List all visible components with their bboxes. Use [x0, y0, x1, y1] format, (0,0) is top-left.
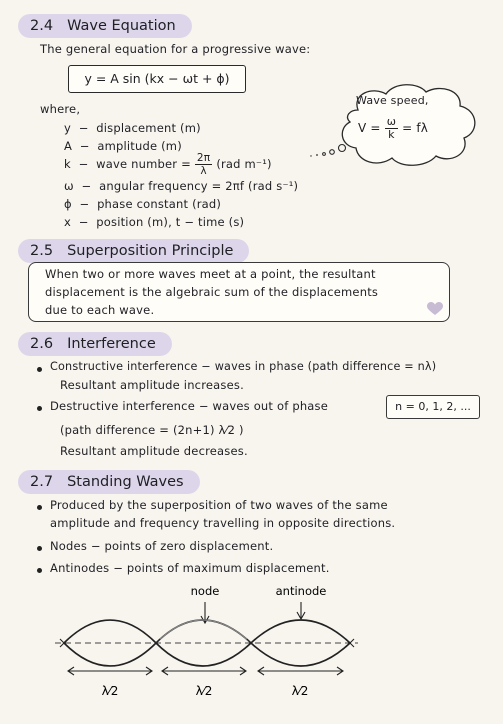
destructive-result: Resultant amplitude decreases.: [60, 444, 248, 458]
nodes-text: Nodes − points of zero displacement.: [50, 539, 274, 553]
where-label: where,: [40, 102, 81, 116]
section-title: Wave Equation: [67, 18, 176, 34]
def-x: x − position (m), t − time (s): [64, 215, 245, 229]
def-phi: ϕ − phase constant (rad): [64, 197, 222, 211]
section-header-2-7: 2.7 Standing Waves: [18, 470, 200, 494]
constructive-text: Constructive interference − waves in phase (path difference = nλ): [50, 360, 437, 373]
wave-curve-faint: [156, 620, 251, 643]
def-y: y − displacement (m): [64, 121, 201, 135]
superposition-line-1: When two or more waves meet at a point, the resultant: [45, 267, 376, 281]
half-wavelength-label-3: λ⁄2: [291, 684, 309, 698]
bullet-dot: [37, 367, 42, 372]
n-values-box: n = 0, 1, 2, ...: [386, 395, 480, 419]
bullet-dot: [37, 546, 42, 551]
half-wavelength-label-1: λ⁄2: [101, 684, 119, 698]
antinodes-text: Antinodes − points of maximum displacement.: [50, 561, 330, 575]
destructive-path: (path difference = (2n+1) λ⁄2 ): [60, 423, 244, 437]
superposition-line-3: due to each wave.: [45, 303, 155, 317]
wave-speed-title: Wave speed,: [356, 94, 429, 107]
antinode-label: antinode: [275, 584, 327, 598]
intro-text: The general equation for a progressive wave:: [40, 42, 311, 56]
section-number: 2.4: [30, 18, 54, 34]
standing-bullet-1b: amplitude and frequency travelling in opposite directions.: [50, 516, 396, 530]
node-label: node: [190, 584, 220, 598]
heart-icon: [427, 302, 443, 316]
half-wavelength-label-2: λ⁄2: [195, 684, 213, 698]
bullet-dot: [37, 568, 42, 573]
def-omega: ω − angular frequency = 2πf (rad s⁻¹): [64, 179, 299, 193]
k-fraction: $\frac{2\pi}{\lambda}$: [196, 152, 211, 177]
constructive-result: Resultant amplitude increases.: [60, 378, 244, 392]
wave-speed-formula: V = $\frac{\omega}{k}$ = fλ: [358, 115, 429, 141]
half-wavelength-arrow-2: [162, 667, 246, 675]
section-header-2-5: 2.5 Superposition Principle: [18, 239, 249, 263]
half-wavelength-arrow-3: [258, 667, 343, 675]
def-k: k − wave number = $\frac{2\pi}{\lambda}$ (rad m⁻¹): [64, 152, 272, 177]
section-header-2-6: 2.6 Interference: [18, 332, 172, 356]
bullet-dot: [37, 406, 42, 411]
destructive-text: Destructive interference − waves out of phase: [50, 399, 329, 413]
bullet-dot: [37, 505, 42, 510]
wave-equation-box: y = A sin (kx − ωt + ϕ): [68, 65, 246, 93]
standing-bullet-1a: Produced by the superposition of two waves of the same: [50, 498, 388, 512]
superposition-box: [28, 262, 450, 322]
section-header-2-4: [18, 14, 192, 38]
half-wavelength-arrow-1: [68, 667, 152, 675]
standing-wave-diagram: [0, 578, 503, 708]
superposition-line-2: displacement is the algebraic sum of the displacements: [45, 285, 379, 299]
def-a: A − amplitude (m): [64, 139, 182, 153]
